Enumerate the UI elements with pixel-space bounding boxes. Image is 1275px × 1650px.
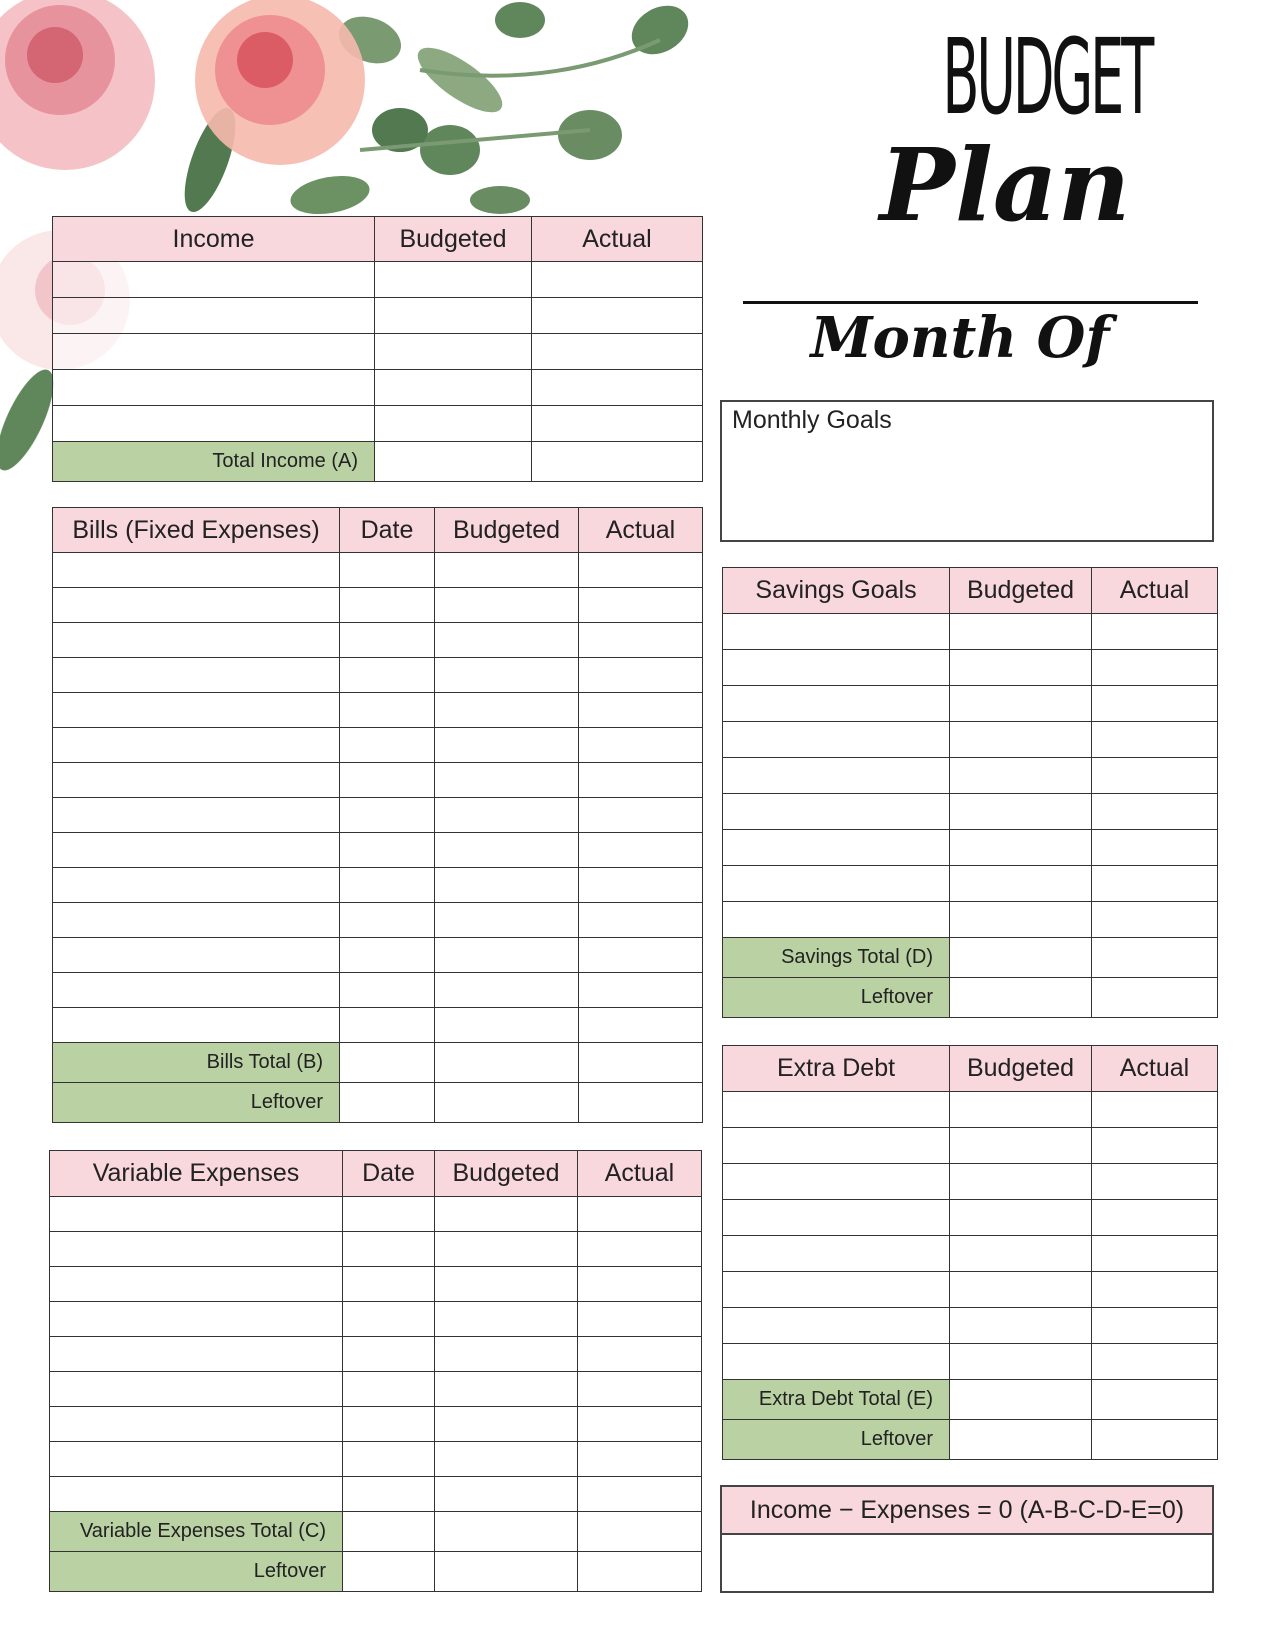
table-cell[interactable] — [435, 1197, 578, 1232]
bills-total-label: Bills Total (B) — [53, 1043, 340, 1083]
table-cell[interactable] — [340, 693, 435, 728]
table-cell[interactable] — [50, 1477, 343, 1512]
table-cell[interactable] — [50, 1337, 343, 1372]
table-row — [50, 1407, 702, 1442]
debt-budgeted-header: Budgeted — [950, 1046, 1092, 1092]
table-cell[interactable] — [53, 938, 340, 973]
table-row — [723, 830, 1218, 866]
table-row — [50, 1232, 702, 1267]
variable-actual-header: Actual — [578, 1151, 702, 1197]
table-cell[interactable] — [375, 442, 532, 482]
table-cell[interactable] — [53, 763, 340, 798]
table-cell[interactable] — [1092, 1344, 1218, 1380]
total-income-label: Total Income (A) — [53, 442, 375, 482]
table-cell[interactable] — [340, 1008, 435, 1043]
table-cell[interactable] — [340, 833, 435, 868]
table-cell[interactable] — [532, 298, 703, 334]
table-cell[interactable] — [343, 1477, 435, 1512]
table-row — [723, 1128, 1218, 1164]
debt-header: Extra Debt — [723, 1046, 950, 1092]
table-cell[interactable] — [579, 693, 703, 728]
table-row — [53, 868, 703, 903]
table-cell[interactable] — [53, 406, 375, 442]
table-cell[interactable] — [53, 1008, 340, 1043]
table-row — [723, 722, 1218, 758]
table-cell[interactable] — [1092, 1308, 1218, 1344]
table-cell[interactable] — [579, 623, 703, 658]
savings-budgeted-header: Budgeted — [950, 568, 1092, 614]
savings-actual-header: Actual — [1092, 568, 1218, 614]
table-cell[interactable] — [50, 1372, 343, 1407]
table-row — [53, 728, 703, 763]
table-cell[interactable] — [1092, 830, 1218, 866]
table-cell[interactable] — [723, 758, 950, 794]
table-cell[interactable] — [435, 973, 579, 1008]
table-row — [723, 902, 1218, 938]
table-cell[interactable] — [950, 650, 1092, 686]
table-cell[interactable] — [578, 1372, 702, 1407]
table-row — [723, 1308, 1218, 1344]
table-cell[interactable] — [1092, 1128, 1218, 1164]
table-cell[interactable] — [578, 1267, 702, 1302]
table-row — [53, 262, 703, 298]
table-cell[interactable] — [578, 1477, 702, 1512]
table-cell[interactable] — [578, 1512, 702, 1552]
variable-expenses-table — [49, 1150, 702, 1592]
table-cell[interactable] — [950, 902, 1092, 938]
month-underline — [743, 301, 1198, 304]
table-row — [53, 798, 703, 833]
table-cell[interactable] — [950, 866, 1092, 902]
table-cell[interactable] — [950, 830, 1092, 866]
table-cell[interactable] — [340, 588, 435, 623]
table-row — [50, 1477, 702, 1512]
table-row — [53, 406, 703, 442]
table-row — [53, 553, 703, 588]
table-row — [50, 1267, 702, 1302]
table-cell[interactable] — [53, 973, 340, 1008]
table-cell[interactable] — [950, 1380, 1092, 1420]
table-cell[interactable] — [579, 833, 703, 868]
table-cell[interactable] — [435, 1232, 578, 1267]
table-row — [723, 866, 1218, 902]
table-cell[interactable] — [435, 833, 579, 868]
table-cell[interactable] — [435, 1512, 578, 1552]
table-cell[interactable] — [435, 1477, 578, 1512]
monthly-goals-label: Monthly Goals — [732, 406, 892, 434]
savings-leftover-label: Leftover — [723, 978, 950, 1018]
table-cell[interactable] — [435, 588, 579, 623]
table-cell[interactable] — [950, 1344, 1092, 1380]
table-cell[interactable] — [723, 1344, 950, 1380]
table-row — [50, 1442, 702, 1477]
table-cell[interactable] — [579, 1008, 703, 1043]
table-cell[interactable] — [1092, 614, 1218, 650]
table-cell[interactable] — [723, 1308, 950, 1344]
table-row — [53, 973, 703, 1008]
savings-goals-table — [722, 567, 1218, 1018]
table-cell[interactable] — [343, 1512, 435, 1552]
table-row — [723, 650, 1218, 686]
table-cell[interactable] — [723, 650, 950, 686]
title-plan: Plan — [879, 126, 1131, 244]
table-cell[interactable] — [435, 1083, 579, 1123]
title-budget: BUDGET — [942, 16, 1152, 138]
table-cell[interactable] — [340, 868, 435, 903]
table-cell[interactable] — [50, 1442, 343, 1477]
table-cell[interactable] — [435, 553, 579, 588]
table-cell[interactable] — [53, 370, 375, 406]
table-cell[interactable] — [435, 693, 579, 728]
table-row — [53, 833, 703, 868]
table-cell[interactable] — [435, 1372, 578, 1407]
table-cell[interactable] — [1092, 1092, 1218, 1128]
table-cell[interactable] — [1092, 1272, 1218, 1308]
savings-total-label: Savings Total (D) — [723, 938, 950, 978]
table-row — [723, 1092, 1218, 1128]
table-cell[interactable] — [950, 614, 1092, 650]
table-row — [53, 938, 703, 973]
table-cell[interactable] — [950, 722, 1092, 758]
table-cell[interactable] — [375, 370, 532, 406]
table-cell[interactable] — [950, 686, 1092, 722]
table-cell[interactable] — [340, 938, 435, 973]
table-cell[interactable] — [1092, 866, 1218, 902]
extra-debt-table — [722, 1045, 1218, 1460]
table-cell[interactable] — [435, 1267, 578, 1302]
table-cell[interactable] — [375, 406, 532, 442]
table-cell[interactable] — [435, 903, 579, 938]
variable-total-label: Variable Expenses Total (C) — [50, 1512, 343, 1552]
table-cell[interactable] — [579, 973, 703, 1008]
table-row — [50, 1372, 702, 1407]
table-cell[interactable] — [1092, 1164, 1218, 1200]
table-cell[interactable] — [723, 830, 950, 866]
table-cell[interactable] — [340, 1083, 435, 1123]
table-cell[interactable] — [532, 262, 703, 298]
table-cell[interactable] — [532, 442, 703, 482]
table-cell[interactable] — [435, 1407, 578, 1442]
table-cell[interactable] — [343, 1337, 435, 1372]
table-cell[interactable] — [435, 938, 579, 973]
month-of-label: Month Of — [810, 305, 1110, 371]
table-cell[interactable] — [1092, 686, 1218, 722]
table-cell[interactable] — [340, 728, 435, 763]
table-row — [53, 588, 703, 623]
table-row — [53, 370, 703, 406]
table-cell[interactable] — [723, 1164, 950, 1200]
table-cell[interactable] — [340, 658, 435, 693]
table-row — [723, 1200, 1218, 1236]
table-cell[interactable] — [375, 298, 532, 334]
table-cell[interactable] — [53, 553, 340, 588]
table-cell[interactable] — [579, 938, 703, 973]
table-cell[interactable] — [340, 623, 435, 658]
table-cell[interactable] — [53, 868, 340, 903]
table-cell[interactable] — [579, 903, 703, 938]
table-cell[interactable] — [1092, 1236, 1218, 1272]
table-cell[interactable] — [579, 728, 703, 763]
table-cell[interactable] — [435, 868, 579, 903]
income-header: Income — [53, 217, 375, 262]
table-cell[interactable] — [375, 262, 532, 298]
table-cell[interactable] — [950, 1128, 1092, 1164]
table-cell[interactable] — [1092, 758, 1218, 794]
table-row — [723, 686, 1218, 722]
table-cell[interactable] — [723, 1200, 950, 1236]
income-table — [52, 216, 703, 482]
table-cell[interactable] — [950, 1164, 1092, 1200]
table-row — [723, 1344, 1218, 1380]
savings-header: Savings Goals — [723, 568, 950, 614]
table-cell[interactable] — [340, 973, 435, 1008]
variable-header: Variable Expenses — [50, 1151, 343, 1197]
table-cell[interactable] — [50, 1302, 343, 1337]
table-cell[interactable] — [53, 623, 340, 658]
table-cell[interactable] — [435, 798, 579, 833]
table-cell[interactable] — [950, 1272, 1092, 1308]
table-row — [723, 1236, 1218, 1272]
table-cell[interactable] — [340, 553, 435, 588]
table-cell[interactable] — [435, 763, 579, 798]
table-cell[interactable] — [53, 798, 340, 833]
table-row — [723, 614, 1218, 650]
table-cell[interactable] — [723, 722, 950, 758]
table-cell[interactable] — [723, 902, 950, 938]
table-cell[interactable] — [723, 866, 950, 902]
table-cell[interactable] — [723, 614, 950, 650]
table-cell[interactable] — [343, 1197, 435, 1232]
table-cell[interactable] — [579, 798, 703, 833]
table-cell[interactable] — [532, 406, 703, 442]
debt-leftover-label: Leftover — [723, 1420, 950, 1460]
table-cell[interactable] — [579, 1043, 703, 1083]
table-cell[interactable] — [435, 658, 579, 693]
table-cell[interactable] — [579, 1083, 703, 1123]
table-cell[interactable] — [435, 1442, 578, 1477]
table-cell[interactable] — [343, 1442, 435, 1477]
monthly-goals-box[interactable] — [720, 400, 1214, 542]
table-cell[interactable] — [579, 588, 703, 623]
variable-date-header: Date — [343, 1151, 435, 1197]
table-cell[interactable] — [50, 1197, 343, 1232]
table-cell[interactable] — [578, 1552, 702, 1592]
table-row — [53, 298, 703, 334]
bills-actual-header: Actual — [579, 508, 703, 553]
table-cell[interactable] — [435, 1552, 578, 1592]
table-row — [50, 1302, 702, 1337]
table-row — [53, 658, 703, 693]
table-cell[interactable] — [53, 658, 340, 693]
debt-total-label: Extra Debt Total (E) — [723, 1380, 950, 1420]
table-row — [53, 1008, 703, 1043]
table-cell[interactable] — [343, 1302, 435, 1337]
table-cell[interactable] — [579, 763, 703, 798]
table-cell[interactable] — [950, 938, 1092, 978]
table-row — [53, 623, 703, 658]
table-cell[interactable] — [1092, 902, 1218, 938]
table-cell[interactable] — [578, 1337, 702, 1372]
table-row — [50, 1197, 702, 1232]
table-cell[interactable] — [435, 1043, 579, 1083]
table-cell[interactable] — [950, 978, 1092, 1018]
table-cell[interactable] — [723, 1092, 950, 1128]
table-cell[interactable] — [343, 1552, 435, 1592]
income-actual-header: Actual — [532, 217, 703, 262]
table-cell[interactable] — [53, 903, 340, 938]
table-row — [723, 794, 1218, 830]
table-cell[interactable] — [53, 262, 375, 298]
table-cell[interactable] — [343, 1372, 435, 1407]
table-cell[interactable] — [1092, 650, 1218, 686]
table-cell[interactable] — [50, 1267, 343, 1302]
balance-equation-header: Income − Expenses = 0 (A-B-C-D-E=0) — [720, 1485, 1214, 1535]
table-cell[interactable] — [578, 1197, 702, 1232]
table-cell[interactable] — [1092, 1380, 1218, 1420]
table-row — [53, 693, 703, 728]
table-cell[interactable] — [950, 1308, 1092, 1344]
bills-budgeted-header: Budgeted — [435, 508, 579, 553]
table-cell[interactable] — [435, 1302, 578, 1337]
table-row — [53, 763, 703, 798]
bills-date-header: Date — [340, 508, 435, 553]
table-cell[interactable] — [950, 1236, 1092, 1272]
table-cell[interactable] — [723, 1272, 950, 1308]
table-cell[interactable] — [579, 868, 703, 903]
table-cell[interactable] — [532, 334, 703, 370]
table-cell[interactable] — [340, 763, 435, 798]
table-cell[interactable] — [435, 728, 579, 763]
table-cell[interactable] — [950, 758, 1092, 794]
table-cell[interactable] — [950, 794, 1092, 830]
table-cell[interactable] — [723, 794, 950, 830]
table-cell[interactable] — [435, 1337, 578, 1372]
table-cell[interactable] — [950, 1200, 1092, 1236]
table-cell[interactable] — [53, 693, 340, 728]
bills-table — [52, 507, 703, 1123]
table-cell[interactable] — [53, 334, 375, 370]
table-cell[interactable] — [340, 903, 435, 938]
table-cell[interactable] — [435, 1008, 579, 1043]
table-cell[interactable] — [435, 623, 579, 658]
table-cell[interactable] — [343, 1267, 435, 1302]
table-row — [50, 1337, 702, 1372]
table-cell[interactable] — [532, 370, 703, 406]
table-cell[interactable] — [1092, 978, 1218, 1018]
table-row — [723, 1164, 1218, 1200]
table-cell[interactable] — [1092, 1420, 1218, 1460]
table-cell[interactable] — [579, 553, 703, 588]
table-cell[interactable] — [578, 1302, 702, 1337]
table-cell[interactable] — [723, 1236, 950, 1272]
table-row — [723, 758, 1218, 794]
table-cell[interactable] — [578, 1442, 702, 1477]
bills-header: Bills (Fixed Expenses) — [53, 508, 340, 553]
table-cell[interactable] — [340, 798, 435, 833]
table-cell[interactable] — [1092, 938, 1218, 978]
table-cell[interactable] — [343, 1232, 435, 1267]
table-cell[interactable] — [578, 1232, 702, 1267]
table-cell[interactable] — [50, 1407, 343, 1442]
debt-actual-header: Actual — [1092, 1046, 1218, 1092]
table-cell[interactable] — [578, 1407, 702, 1442]
table-cell[interactable] — [50, 1232, 343, 1267]
balance-equation-field[interactable] — [720, 1533, 1214, 1593]
table-cell[interactable] — [340, 1043, 435, 1083]
table-cell[interactable] — [579, 658, 703, 693]
table-cell[interactable] — [53, 588, 340, 623]
table-cell[interactable] — [375, 334, 532, 370]
variable-budgeted-header: Budgeted — [435, 1151, 578, 1197]
table-row — [723, 1272, 1218, 1308]
table-cell[interactable] — [723, 1128, 950, 1164]
table-cell[interactable] — [723, 686, 950, 722]
table-row — [53, 334, 703, 370]
table-cell[interactable] — [53, 298, 375, 334]
table-cell[interactable] — [1092, 722, 1218, 758]
table-cell[interactable] — [950, 1420, 1092, 1460]
table-cell[interactable] — [950, 1092, 1092, 1128]
income-budgeted-header: Budgeted — [375, 217, 532, 262]
table-cell[interactable] — [53, 728, 340, 763]
table-cell[interactable] — [343, 1407, 435, 1442]
table-cell[interactable] — [53, 833, 340, 868]
table-cell[interactable] — [1092, 1200, 1218, 1236]
table-row — [53, 903, 703, 938]
variable-leftover-label: Leftover — [50, 1552, 343, 1592]
table-cell[interactable] — [1092, 794, 1218, 830]
bills-leftover-label: Leftover — [53, 1083, 340, 1123]
